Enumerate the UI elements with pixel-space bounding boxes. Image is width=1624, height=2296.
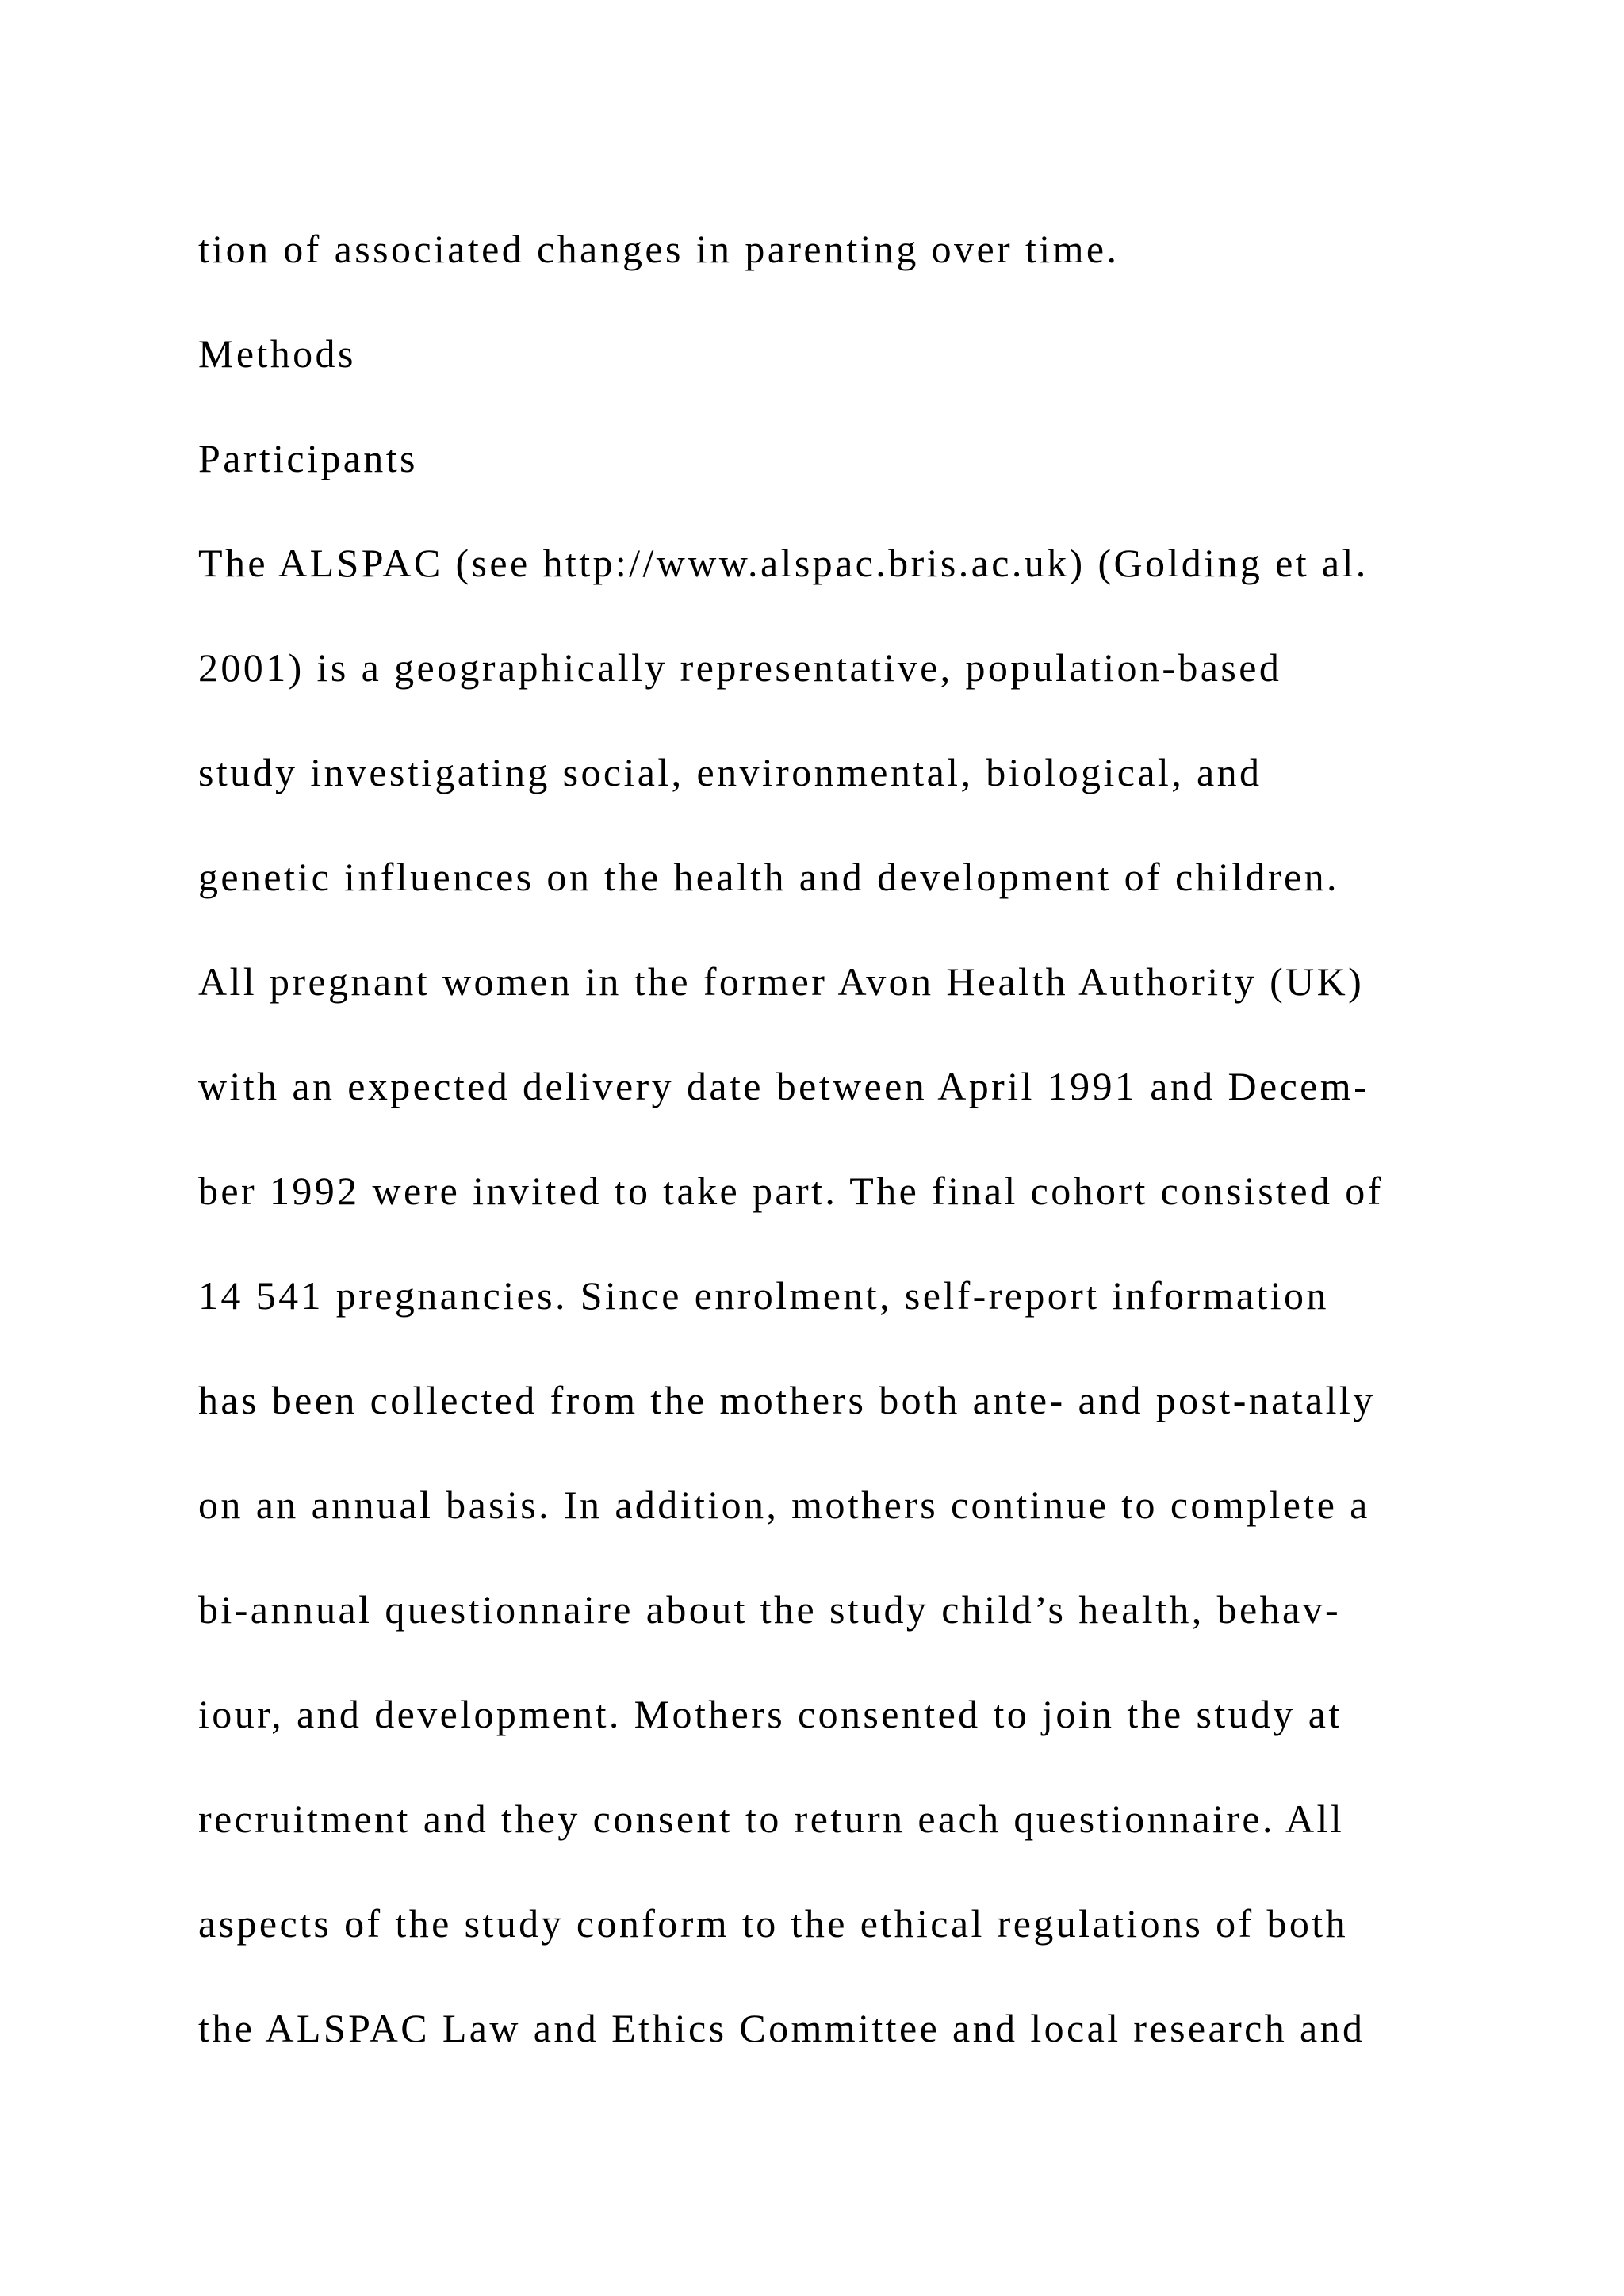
text-line: recruitment and they consent to return each questionnaire. All — [198, 1797, 1345, 1841]
text-line: tion of associated changes in parenting over time. — [198, 227, 1120, 271]
text-line: 2001) is a geographically representative, population-based — [198, 645, 1282, 690]
text-line: study investigating social, environmental, biological, and — [198, 750, 1262, 794]
text-line: on an annual basis. In addition, mothers continue to complete a — [198, 1483, 1370, 1527]
text-line: genetic influences on the health and development of children. — [198, 855, 1339, 899]
text-line: iour, and development. Mothers consented to join the study at — [198, 1692, 1342, 1736]
section-heading-methods: Methods — [198, 331, 356, 376]
text-line: with an expected delivery date between April 1991 and Decem- — [198, 1064, 1370, 1108]
text-line: the ALSPAC Law and Ethics Committee and local research and — [198, 2006, 1365, 2050]
text-line: The ALSPAC (see http://www.alspac.bris.ac.uk) (Golding et al. — [198, 541, 1369, 585]
text-line: aspects of the study conform to the ethical regulations of both — [198, 1901, 1348, 1946]
subsection-heading-participants: Participants — [198, 436, 418, 480]
body-text — [198, 197, 1467, 2080]
text-line: ber 1992 were invited to take part. The final cohort consisted of — [198, 1169, 1384, 1213]
text-line: All pregnant women in the former Avon Health Authority (UK) — [198, 959, 1365, 1004]
text-line: has been collected from the mothers both ante- and post-natally — [198, 1378, 1376, 1422]
text-line: bi-annual questionnaire about the study child’s health, behav- — [198, 1587, 1342, 1632]
text-line: 14 541 pregnancies. Since enrolment, self-report information — [198, 1273, 1329, 1318]
